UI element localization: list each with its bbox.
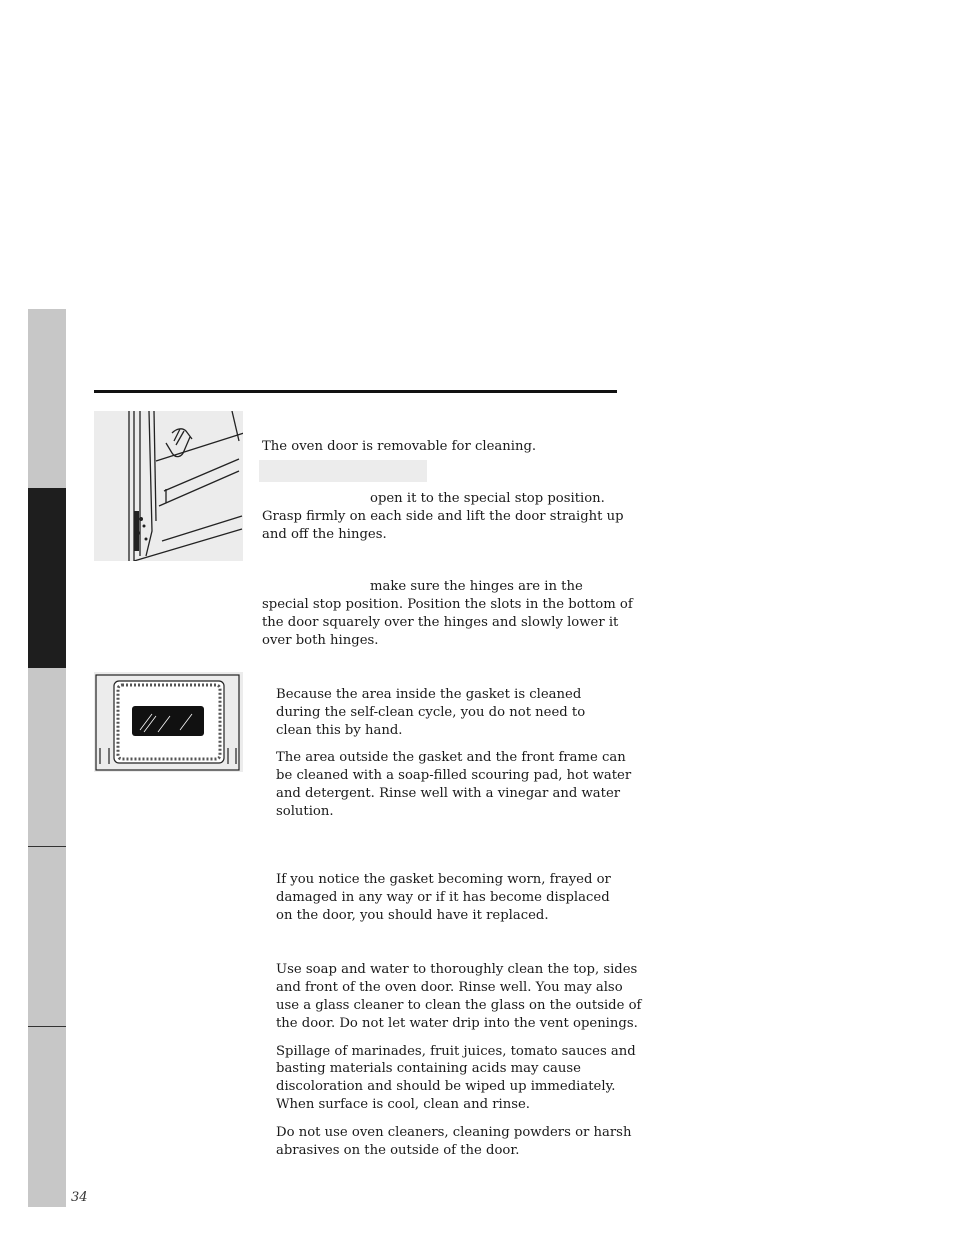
outside-p2-line: discoloration and should be wiped up immediately.	[276, 1079, 616, 1094]
gasket-illustration	[94, 672, 243, 772]
outside-p2-line: When surface is cool, clean and rinse.	[276, 1097, 530, 1112]
side-tab-2-active	[28, 488, 66, 668]
section-rule	[94, 390, 617, 393]
door-replace-line: over both hinges.	[262, 633, 379, 648]
outside-p2-line: Spillage of marinades, fruit juices, tomato sauces and	[276, 1044, 636, 1059]
door-remove-line: and off the hinges.	[262, 527, 387, 542]
side-tab-4	[28, 847, 66, 1027]
door-intro: The oven door is removable for cleaning.	[262, 439, 537, 454]
inside-p1-line: clean this by hand.	[276, 723, 403, 738]
outside-p3-line: abrasives on the outside of the door.	[276, 1143, 520, 1158]
inside-p2-line: The area outside the gasket and the front frame can	[276, 750, 626, 765]
side-tab-5	[28, 1027, 66, 1207]
door-remove-line: open it to the special stop position.	[370, 491, 605, 506]
outside-p1-line: Use soap and water to thoroughly clean the top, sides	[276, 962, 638, 977]
side-tab-1	[28, 309, 66, 488]
door-replace-line: make sure the hinges are in the	[370, 579, 583, 594]
subheading-highlight-bar	[259, 460, 427, 482]
side-tab-3	[28, 668, 66, 847]
door-replace-line: special stop position. Position the slots in the bottom of	[262, 597, 633, 612]
inside-p1-line: Because the area inside the gasket is cleaned	[276, 687, 582, 702]
page-number: 34	[71, 1190, 88, 1205]
gasket-line: If you notice the gasket becoming worn, frayed or	[276, 872, 611, 887]
inside-p2-line: and detergent. Rinse well with a vinegar and water	[276, 786, 621, 801]
outside-p1-line: the door. Do not let water drip into the vent openings.	[276, 1016, 638, 1031]
inside-p1-line: during the self-clean cycle, you do not need to	[276, 705, 586, 720]
door-replace-line: the door squarely over the hinges and slowly lower it	[262, 615, 619, 630]
gasket-line: on the door, you should have it replaced.	[276, 908, 549, 923]
outside-p1-line: and front of the oven door. Rinse well. You may also	[276, 980, 623, 995]
outside-p2-line: basting materials containing acids may cause	[276, 1061, 581, 1076]
gasket-line: damaged in any way or if it has become displaced	[276, 890, 610, 905]
door-remove-line: Grasp firmly on each side and lift the door straight up	[262, 509, 624, 524]
outside-p3-line: Do not use oven cleaners, cleaning powders or harsh	[276, 1125, 632, 1140]
inside-p2-line: solution.	[276, 804, 334, 819]
inside-p2-line: be cleaned with a soap-filled scouring pad, hot water	[276, 768, 632, 783]
outside-p1-line: use a glass cleaner to clean the glass on the outside of	[276, 998, 642, 1013]
door-removal-illustration	[94, 411, 243, 561]
